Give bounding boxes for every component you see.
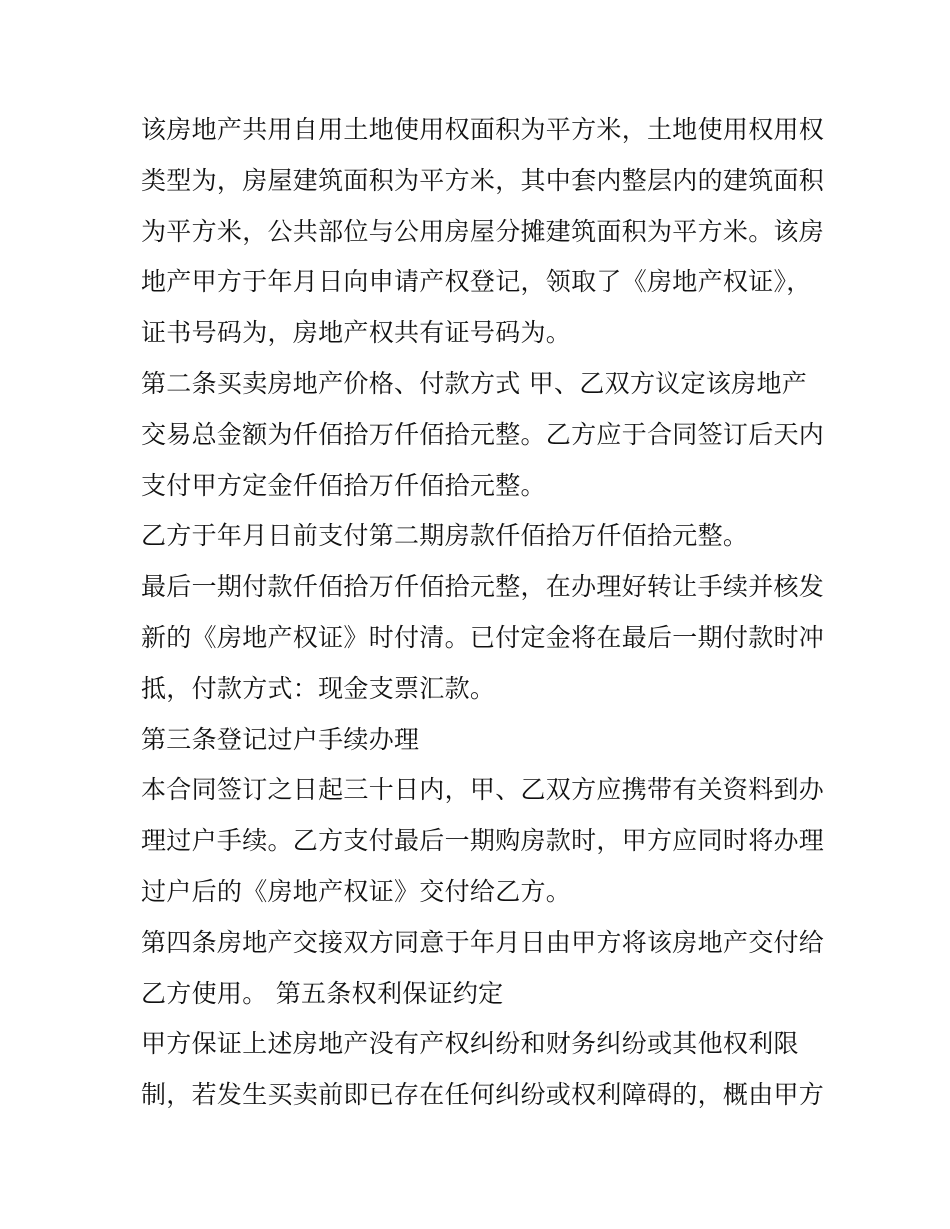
text-line: 抵，付款方式：现金支票汇款。 [141, 673, 496, 703]
text-line: 新的《房地产权证》时付清。已付定金将在最后一期付款时冲 [141, 622, 825, 652]
text-line: 地产甲方于年月日向申请产权登记，领取了《房地产权证》， [141, 267, 812, 297]
text-line: 制，若发生买卖前即已存在任何纠纷或权利障碍的，概由甲方 [141, 1080, 825, 1110]
text-line: 交易总金额为仟佰拾万仟佰拾元整。乙方应于合同签订后天内 [141, 419, 825, 449]
text-line: 乙方于年月日前支付第二期房款仟佰拾万仟佰拾元整。 [141, 521, 749, 551]
document-body [141, 105, 825, 1121]
text-line: 乙方使用。 第五条权利保证约定 [141, 978, 504, 1008]
text-line: 本合同签订之日起三十日内，甲、乙双方应携带有关资料到办 [141, 775, 825, 805]
text-line: 理过户手续。乙方支付最后一期购房款时，甲方应同时将办理 [141, 826, 825, 856]
text-line: 为平方米，公共部位与公用房屋分摊建筑面积为平方米。该房 [141, 216, 825, 246]
text-line: 第三条登记过户手续办理 [141, 724, 420, 754]
text-line: 第二条买卖房地产价格、付款方式 甲、乙双方议定该房地产 [141, 368, 808, 398]
text-line: 甲方保证上述房地产没有产权纠纷和财务纠纷或其他权利限 [141, 1029, 799, 1059]
text-line: 第四条房地产交接双方同意于年月日由甲方将该房地产交付给 [141, 927, 825, 957]
text-line: 证书号码为，房地产权共有证号码为。 [141, 318, 572, 348]
text-line: 类型为，房屋建筑面积为平方米，其中套内整层内的建筑面积 [141, 165, 825, 195]
text-line: 该房地产共用自用土地使用权面积为平方米，土地使用权用权 [141, 115, 825, 144]
text-line: 支付甲方定金仟佰拾万仟佰拾元整。 [141, 470, 546, 500]
text-line: 过户后的《房地产权证》交付给乙方。 [141, 876, 572, 906]
text-line: 最后一期付款仟佰拾万仟佰拾元整，在办理好转让手续并核发 [141, 572, 825, 602]
